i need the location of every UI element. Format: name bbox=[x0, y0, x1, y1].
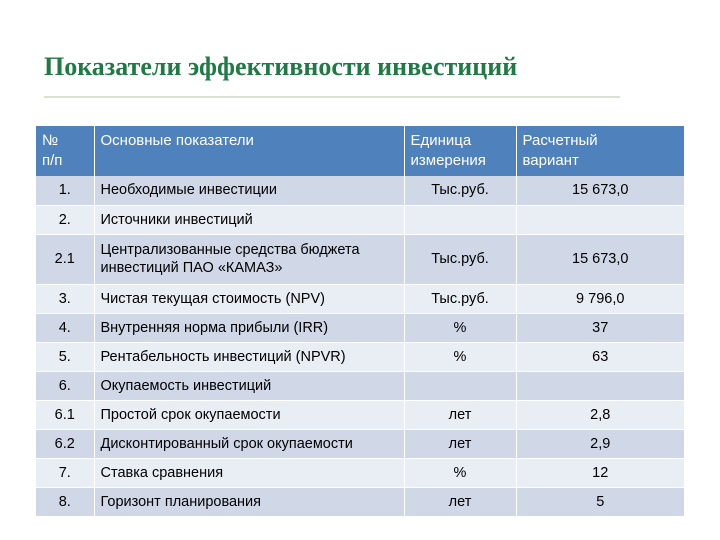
row-number-cell: 5. bbox=[36, 342, 94, 371]
unit-cell: % bbox=[404, 458, 516, 487]
unit-cell: Тыс.руб. bbox=[404, 176, 516, 205]
table-row bbox=[36, 313, 684, 342]
row-number-cell: 6.2 bbox=[36, 429, 94, 458]
unit-cell bbox=[404, 205, 516, 234]
table-row bbox=[36, 429, 684, 458]
header-indicator: Основные показатели bbox=[94, 126, 404, 176]
unit-cell: лет bbox=[404, 400, 516, 429]
value-cell: 9 796,0 bbox=[516, 284, 684, 313]
row-number-cell: 2. bbox=[36, 205, 94, 234]
unit-cell: % bbox=[404, 313, 516, 342]
value-cell: 5 bbox=[516, 487, 684, 516]
value-cell: 2,8 bbox=[516, 400, 684, 429]
table-header-row bbox=[36, 126, 684, 176]
row-number-cell: 6.1 bbox=[36, 400, 94, 429]
row-number-cell: 1. bbox=[36, 176, 94, 205]
table-row bbox=[36, 371, 684, 400]
indicator-name-cell: Чистая текущая стоимость (NPV) bbox=[94, 284, 404, 313]
value-cell: 15 673,0 bbox=[516, 234, 684, 284]
indicator-name-cell: Дисконтированный срок окупаемости bbox=[94, 429, 404, 458]
unit-cell: Тыс.руб. bbox=[404, 284, 516, 313]
value-cell: 37 bbox=[516, 313, 684, 342]
indicator-name-cell: Ставка сравнения bbox=[94, 458, 404, 487]
value-cell: 15 673,0 bbox=[516, 176, 684, 205]
unit-cell bbox=[404, 371, 516, 400]
table-row bbox=[36, 458, 684, 487]
indicator-name-cell: Рентабельность инвестиций (NPVR) bbox=[94, 342, 404, 371]
value-cell: 63 bbox=[516, 342, 684, 371]
row-number-cell: 6. bbox=[36, 371, 94, 400]
row-number-cell: 3. bbox=[36, 284, 94, 313]
header-number: № п/п bbox=[36, 126, 94, 176]
indicator-name-cell: Внутренняя норма прибыли (IRR) bbox=[94, 313, 404, 342]
unit-cell: лет bbox=[404, 487, 516, 516]
value-cell bbox=[516, 371, 684, 400]
row-number-cell: 2.1 bbox=[36, 234, 94, 284]
unit-cell: Тыс.руб. bbox=[404, 234, 516, 284]
header-value: Расчетный вариант bbox=[516, 126, 684, 176]
table-row bbox=[36, 284, 684, 313]
table-row bbox=[36, 487, 684, 516]
row-number-cell: 7. bbox=[36, 458, 94, 487]
value-cell: 2,9 bbox=[516, 429, 684, 458]
table-row bbox=[36, 234, 684, 284]
page-title: Показатели эффективности инвестиций bbox=[44, 52, 518, 81]
indicators-table bbox=[36, 126, 684, 517]
indicator-name-cell: Централизованные средства бюджета инвестиций ПАО «КАМАЗ» bbox=[94, 234, 404, 284]
table-row bbox=[36, 342, 684, 371]
value-cell: 12 bbox=[516, 458, 684, 487]
row-number-cell: 4. bbox=[36, 313, 94, 342]
indicator-name-cell: Необходимые инвестиции bbox=[94, 176, 404, 205]
value-cell bbox=[516, 205, 684, 234]
unit-cell: лет bbox=[404, 429, 516, 458]
indicator-name-cell: Источники инвестиций bbox=[94, 205, 404, 234]
header-unit: Единица измерения bbox=[404, 126, 516, 176]
row-number-cell: 8. bbox=[36, 487, 94, 516]
table-row bbox=[36, 400, 684, 429]
indicator-name-cell: Окупаемость инвестиций bbox=[94, 371, 404, 400]
table-row bbox=[36, 205, 684, 234]
table-row bbox=[36, 176, 684, 205]
indicator-name-cell: Горизонт планирования bbox=[94, 487, 404, 516]
title-divider bbox=[44, 96, 620, 98]
indicator-name-cell: Простой срок окупаемости bbox=[94, 400, 404, 429]
unit-cell: % bbox=[404, 342, 516, 371]
